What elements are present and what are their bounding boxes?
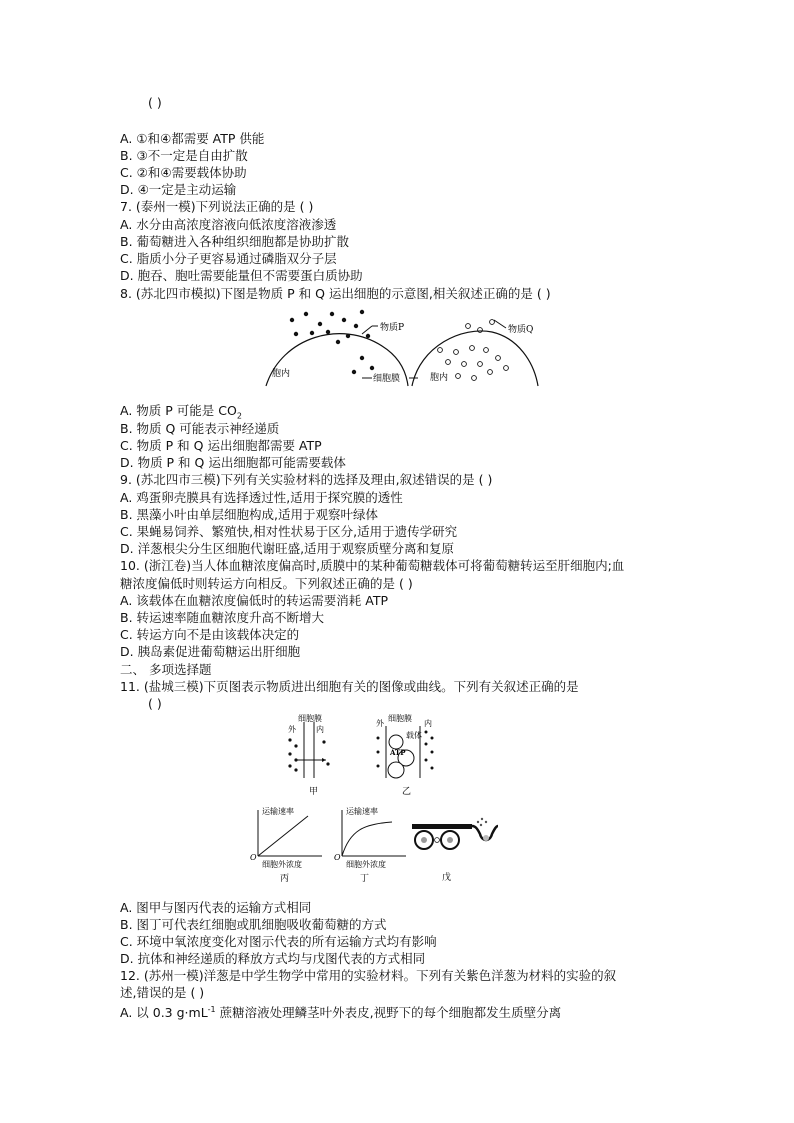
- section-heading: 二、 多项选择题: [120, 662, 212, 677]
- q6-option-b: B. ③不一定是自由扩散: [120, 148, 248, 163]
- yi-caption: 乙: [402, 787, 412, 797]
- wu-caption: 戊: [442, 873, 452, 883]
- q11-option-d: D. 抗体和神经递质的释放方式均与戊图代表的方式相同: [120, 951, 426, 966]
- q8-option-a-sub: 2: [236, 411, 242, 421]
- q8-option-a-text: A. 物质 P 可能是 CO: [120, 403, 237, 418]
- q10-option-c: C. 转运方向不是由该载体决定的: [120, 627, 300, 642]
- q11-figure-bing: [246, 804, 330, 884]
- bing-x-label: 细胞外浓度: [262, 860, 302, 869]
- q8-option-d: D. 物质 P 和 Q 运出细胞都可能需要载体: [120, 455, 346, 470]
- ding-x-label: 细胞外浓度: [346, 860, 386, 869]
- q8-stem: 8. (苏北四市模拟)下图是物质 P 和 Q 运出细胞的示意图,相关叙述正确的是 ( ): [120, 286, 551, 301]
- q10-stem-line2: 糖浓度偏低时则转运方向相反。下列叙述正确的是 ( ): [120, 576, 413, 591]
- q10-option-b: B. 转运速率随血糖浓度升高不断增大: [120, 610, 325, 625]
- q7-option-a: A. 水分由高浓度溶液向低浓度溶液渗透: [120, 217, 337, 232]
- q10-option-d: D. 胰岛素促进葡萄糖运出肝细胞: [120, 644, 301, 659]
- q10-option-a: A. 该载体在血糖浓度偏低时的转运需要消耗 ATP: [120, 593, 389, 608]
- q11-figure-wu: [410, 816, 500, 884]
- jia-inside-label: 内: [316, 725, 324, 734]
- q10-stem-line1: 10. (浙江卷)当人体血糖浓度偏高时,质膜中的某种葡萄糖载体可将葡萄糖转运至肝细胞内;血: [120, 558, 625, 573]
- bing-curve: [258, 816, 308, 856]
- jia-outside-label: 外: [288, 725, 296, 734]
- q6-option-c: C. ②和④需要载体协助: [120, 165, 247, 180]
- q11-option-c: C. 环境中氧浓度变化对图示代表的所有运输方式均有影响: [120, 934, 437, 949]
- q7-option-d: D. 胞吞、胞吐需要能量但不需要蛋白质协助: [120, 268, 363, 283]
- jia-membrane-label: 细胞膜: [298, 714, 322, 723]
- q8-substance-p-dots: [290, 310, 374, 374]
- q12-option-a: [120, 1001, 561, 1021]
- jia-caption: 甲: [309, 787, 319, 797]
- q11-bracket: ( ): [148, 696, 162, 711]
- q12-stem-line1: 12. (苏州一模)洋葱是中学生物学中常用的实验材料。下列有关紫色洋葱为材料的实验的叙: [120, 968, 617, 983]
- q8-label-p: 物质P: [380, 323, 405, 333]
- q8-label-membrane: 细胞膜: [373, 374, 401, 384]
- yi-carrier-label: 载体: [406, 731, 422, 740]
- q11-figure-yi: [372, 712, 442, 798]
- q8-label-q: 物质Q: [508, 325, 534, 335]
- q11-figure-ding: [330, 804, 414, 884]
- ding-origin: O: [334, 853, 341, 862]
- q6-option-a: A. ①和④都需要 ATP 供能: [120, 131, 265, 146]
- q8-option-c: C. 物质 P 和 Q 运出细胞都需要 ATP: [120, 438, 322, 453]
- q11-stem: 11. (盐城三模)下页图表示物质进出细胞有关的图像或曲线。下列有关叙述正确的是: [120, 679, 579, 694]
- q8-inside-left: 胞内: [272, 369, 291, 379]
- wu-released-particles: [477, 818, 487, 826]
- q8-option-b: B. 物质 Q 可能表示神经递质: [120, 421, 280, 436]
- q8-inside-right: 胞内: [430, 373, 449, 383]
- q9-option-d: D. 洋葱根尖分生区细胞代谢旺盛,适用于观察质壁分离和复原: [120, 541, 455, 556]
- q8-substance-q-circles: [438, 320, 509, 381]
- q12-option-a-post: 蔗糖溶液处理鳞茎叶外表皮,视野下的每个细胞都发生质壁分离: [215, 1005, 562, 1021]
- yi-membrane-label: 细胞膜: [388, 714, 412, 723]
- q7-option-c: C. 脂质小分子更容易通过磷脂双分子层: [120, 251, 337, 266]
- wu-membrane-bar: [412, 824, 472, 829]
- q9-stem: 9. (苏北四市三模)下列有关实验材料的选择及理由,叙述错误的是 ( ): [120, 472, 493, 487]
- q11-figure-jia: [282, 712, 342, 798]
- ding-caption: 丁: [360, 874, 370, 884]
- q9-option-a: A. 鸡蛋卵壳膜具有选择透过性,适用于探究膜的透性: [120, 490, 403, 505]
- yi-inside-label: 内: [424, 719, 432, 728]
- q8-figure: [262, 306, 542, 388]
- q7-stem: 7. (泰州一模)下列说法正确的是 ( ): [120, 199, 314, 214]
- q7-option-b: B. 葡萄糖进入各种组织细胞都是协助扩散: [120, 234, 350, 249]
- q9-option-b: B. 黑藻小叶由单层细胞构成,适用于观察叶绿体: [120, 507, 378, 522]
- q9-option-c: C. 果蝇易饲养、繁殖快,相对性状易于区分,适用于遗传学研究: [120, 524, 458, 539]
- bing-y-label: 运输速率: [262, 807, 294, 816]
- q12-option-a-pre: A. 以 0.3 g·mL: [120, 1005, 208, 1021]
- q11-option-b: B. 图丁可代表红细胞或肌细胞吸收葡萄糖的方式: [120, 917, 387, 932]
- yi-atp-label: ATP: [390, 748, 406, 757]
- q6-option-d: D. ④一定是主动运输: [120, 182, 237, 197]
- ding-y-label: 运输速率: [346, 807, 378, 816]
- q12-stem-line2: 述,错误的是 ( ): [120, 985, 205, 1000]
- q12-option-a-sup: -1: [207, 1005, 216, 1014]
- bing-origin: O: [250, 853, 257, 862]
- q6-bracket: ( ): [148, 95, 162, 110]
- yi-outside-label: 外: [376, 719, 384, 728]
- q11-option-a: A. 图甲与图丙代表的运输方式相同: [120, 900, 312, 915]
- jia-molecules: [288, 738, 329, 771]
- bing-caption: 丙: [280, 874, 290, 884]
- ding-curve: [342, 822, 392, 856]
